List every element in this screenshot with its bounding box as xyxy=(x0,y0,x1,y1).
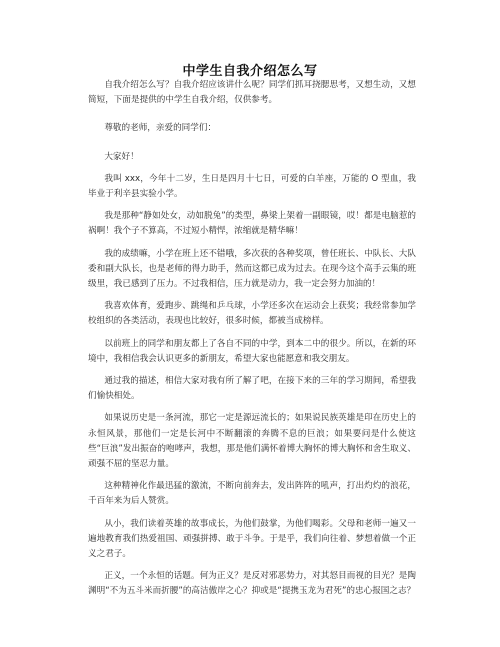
body-paragraph-friends: 以前班上的同学和朋友都上了各自不同的中学，到本二中的很少。所以，在新的环境中，我相信我会认识更多的新朋友，希望大家也能愿意和我交朋友。 xyxy=(88,338,416,364)
body-paragraph-closing: 通过我的描述，相信大家对我有所了解了吧，在接下来的三年的学习期间，希望我们愉快相处。 xyxy=(88,376,416,402)
body-paragraph-justice: 正义，一个永恒的话题。何为正义？是反对邪恶势力，对其怒目而视的目光？是陶渊明“不为五斗米而折腰”的高洁傲岸之心？抑或是“提携玉龙为君死”的忠心报国之志？ xyxy=(88,571,416,597)
intro-paragraph: 自我介绍怎么写？自我介绍应该讲什么呢？同学们抓耳挠腮思考，又想生动，又想简短，下面是提供的中学生自我介绍，仅供参考。 xyxy=(88,80,416,106)
document-body xyxy=(88,78,416,607)
salutation-paragraph: 尊敬的老师，亲爱的同学们： xyxy=(104,123,217,134)
body-paragraph-grades: 我的成绩嘛，小学在班上还不错哦，多次获的各种奖项，曾任班长、中队长、大队委和副大队长，也是老师的得力助手，然而这都已成为过去。在现今这个高手云集的班级里，我已感到了压力。不过我相信，压力就是动力，我一定会努力加油的！ xyxy=(88,248,416,290)
body-paragraph-childhood: 从小，我们读着英雄的故事成长，为他们鼓掌，为他们喝彩。父母和老师一遍又一遍地教育我们热爱祖国、顽强拼搏、敢于斗争。于是乎，我们向往着、梦想着做一个正义之君子。 xyxy=(88,518,416,560)
document-title: 中学生自我介绍怎么写 xyxy=(182,64,318,79)
body-paragraph-spirit: 这种精神化作最迅猛的激流，不断向前奔去，发出阵阵的吼声，打出灼灼的浪花，千百年来为后人赞赏。 xyxy=(88,481,416,507)
greeting-paragraph: 大家好！ xyxy=(104,151,139,162)
body-paragraph-appearance: 我是那种“静如处女，动如脱兔”的类型，鼻梁上架着一副眼镜，哎！都是电脑惹的祸啊！我个子不算高，不过短小精悍，浓缩就是精华嘛！ xyxy=(88,211,416,237)
body-paragraph-history: 如果说历史是一条河流，那它一定是源远流长的；如果说民族英雄是印在历史上的永恒风景，那他们一定是长河中不断翻滚的奔腾不息的巨浪；如果要问是什么使这些“巨浪”发出振奋的咆哮声，我想，那是他们满怀着博大胸怀的博大胸怀和舍生取义、顽强不屈的坚忍力量。 xyxy=(88,413,416,470)
body-paragraph-hobbies: 我喜欢体育，爱跑步、跳绳和乒乓球，小学还多次在运动会上获奖；我经常参加学校组织的各类活动，表现也比较好，很多时候，都被当成榜样。 xyxy=(88,301,416,327)
body-paragraph-name: 我叫 xxx，今年十二岁，生日是四月十七日，可爱的白羊座，万能的 O 型血，我毕业于利辛县实验小学。 xyxy=(88,173,416,200)
